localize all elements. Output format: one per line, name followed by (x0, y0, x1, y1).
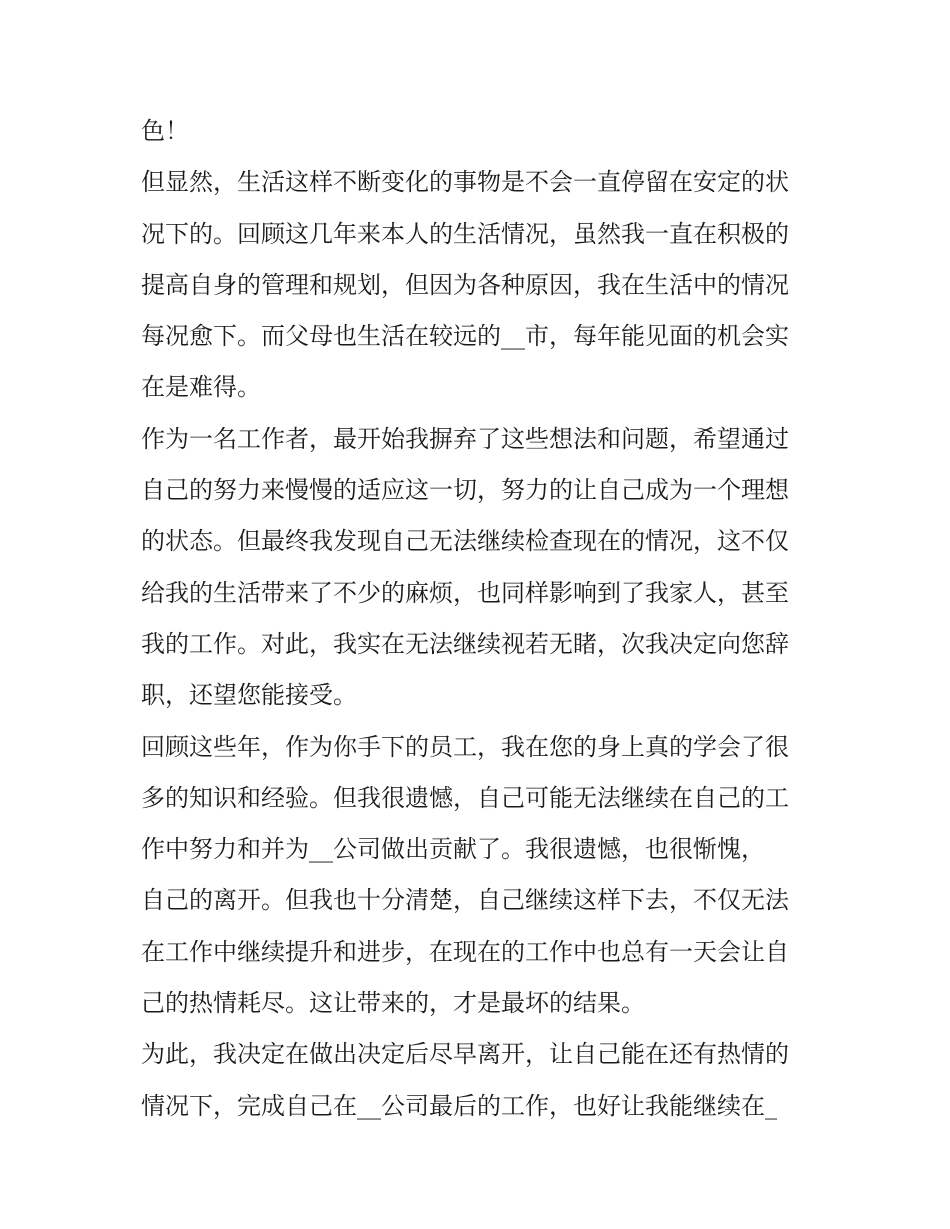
text-line: 给我的生活带来了不少的麻烦，也同样影响到了我家人，甚至 (141, 578, 789, 607)
text-line: 职，还望您能接受。 (141, 681, 357, 710)
text-line: 提高自身的管理和规划，但因为各种原因，我在生活中的情况 (141, 270, 789, 299)
text-line: 作中努力和并为__公司做出贡献了。我很遗憾，也很惭愧， (141, 835, 765, 864)
text-line: 情况下，完成自己在__公司最后的工作，也好让我能继续在_ (141, 1091, 777, 1120)
text-line: 色！ (141, 117, 189, 145)
text-line: 况下的。回顾这几年来本人的生活情况，虽然我一直在积极的 (141, 219, 789, 248)
text-line: 的状态。但最终我发现自己无法继续检查现在的情况，这不仅 (141, 527, 789, 556)
text-line: 在工作中继续提升和进步，在现在的工作中也总有一天会让自 (141, 937, 789, 966)
text-line: 自己的离开。但我也十分清楚，自己继续这样下去，不仅无法 (141, 886, 789, 915)
text-line: 为此，我决定在做出决定后尽早离开，让自己能在还有热情的 (141, 1040, 789, 1069)
body-text (141, 106, 821, 1132)
text-line: 回顾这些年，作为你手下的员工，我在您的身上真的学会了很 (141, 732, 789, 761)
text-line: 每况愈下。而父母也生活在较远的__市，每年能见面的机会实 (141, 322, 789, 351)
text-line: 但显然，生活这样不断变化的事物是不会一直停留在安定的状 (141, 168, 789, 197)
text-line: 在是难得。 (141, 373, 261, 402)
text-line: 己的热情耗尽。这让带来的，才是最坏的结果。 (141, 989, 645, 1018)
text-line: 自己的努力来慢慢的适应这一切，努力的让自己成为一个理想 (141, 476, 789, 505)
text-line: 多的知识和经验。但我很遗憾，自己可能无法继续在自己的工 (141, 783, 789, 812)
text-line: 我的工作。对此，我实在无法继续视若无睹，次我决定向您辞 (141, 629, 789, 658)
text-line: 作为一名工作者，最开始我摒弃了这些想法和问题，希望通过 (141, 424, 789, 453)
